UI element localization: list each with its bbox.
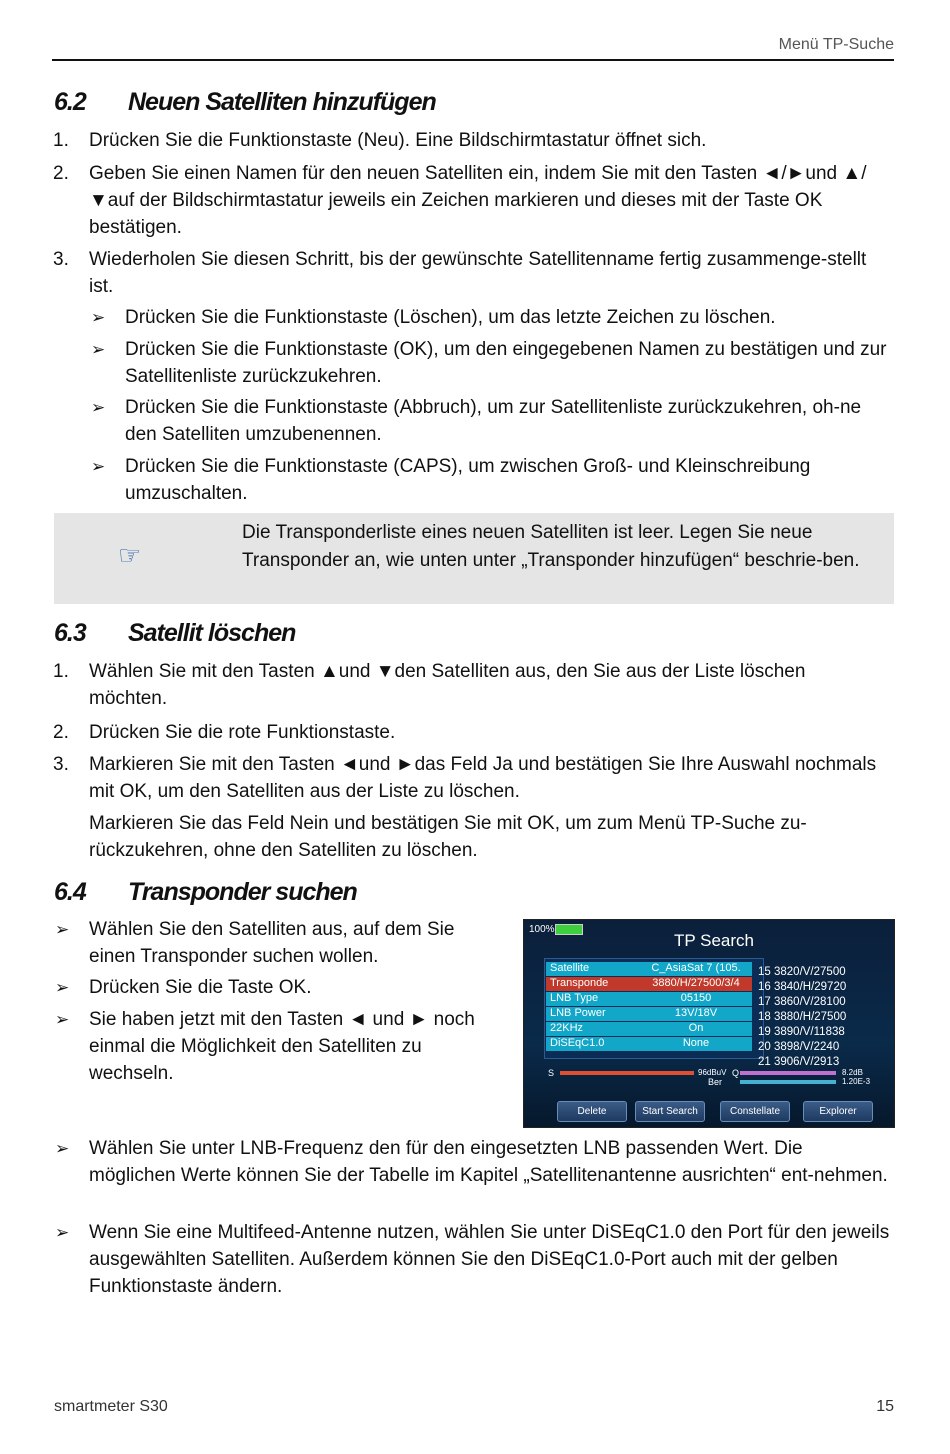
transponder-item: 21 3906/V/2913 [758,1056,840,1068]
bullet-item [55,916,484,970]
list-item [53,160,893,241]
transponder-item: 17 3860/V/28100 [758,996,846,1008]
list-item [53,751,879,805]
list-marker: 2. [53,722,69,743]
list-marker: 1. [53,130,69,151]
constellate-button[interactable]: Constellate [720,1101,790,1122]
arrow-bullet-icon: ➢ [91,308,106,327]
list-text: Drücken Sie die Funktionstaste (Neu). Eine Bildschirmtastatur öffnet sich. [89,130,707,151]
field-row [546,1007,752,1021]
field-row [546,962,752,976]
transponder-item: 20 3898/V/2240 [758,1041,840,1053]
section-number: 6.3 [54,619,86,647]
section-title: Transponder suchen [128,878,357,906]
signal-bar [560,1071,694,1075]
arrow-bullet-icon: ➢ [55,920,70,939]
list-text: Markieren Sie mit den Tasten ◄und ►das Feld Ja und bestätigen Sie Ihre Auswahl nochmals mit OK, um den Satelliten aus der Liste zu löschen. [89,754,877,802]
arrow-bullet-icon: ➢ [55,978,70,997]
header-rule [52,59,894,61]
bullet-text: Drücken Sie die Funktionstaste (Abbruch), um zur Satellitenliste zurückzukehren, oh-ne den Satelliten umzubenennen. [125,397,862,445]
section-heading-6-3 [54,619,295,648]
bullet-text: Drücken Sie die Funktionstaste (Löschen), um das letzte Zeichen zu löschen. [125,307,776,328]
list-item [53,719,879,746]
field-key: 22KHz [550,1022,584,1034]
bullet-text: Wählen Sie unter LNB-Frequenz den für den eingesetzten LNB passenden Wert. Die möglichen Werte können Sie der Tabelle im Kapitel „Satellitenantenne ausrichten“ ent-nehmen. [89,1138,888,1186]
bullet-text: Drücken Sie die Taste OK. [89,977,312,998]
transponder-item: 15 3820/V/27500 [758,966,846,978]
footer-product: smartmeter S30 [54,1398,168,1415]
list-marker: 1. [53,661,69,682]
tp-search-screenshot [523,919,895,1128]
transponder-item: 16 3840/H/29720 [758,981,847,993]
section-heading-6-2 [54,88,436,117]
ber-bar [740,1080,836,1084]
signal-meter [544,1068,882,1094]
list-item [53,658,879,712]
quality-value: 8.2dB [842,1068,863,1077]
section-heading-6-4 [54,878,357,907]
arrow-bullet-icon: ➢ [55,1139,70,1158]
field-value: C_AsiaSat 7 (105. [651,962,741,974]
signal-value: 96dBuV [698,1068,727,1077]
quality-label: Q [732,1068,740,1078]
list-text: Wählen Sie mit den Tasten ▲und ▼den Satelliten aus, den Sie aus der Liste löschen möchten. [89,661,806,709]
list-text: Geben Sie einen Namen für den neuen Satelliten ein, indem Sie mit den Tasten ◄/►und ▲/▼auf der Bildschirmtastatur jeweils ein Zeichen markieren und dieses mit der Taste OK bestätigen. [89,163,867,238]
signal-label: S [548,1068,555,1078]
bullet-item [55,1006,484,1087]
field-value: 3880/H/27500/3/4 [652,977,740,989]
field-value: On [688,1022,704,1034]
field-value: 13V/18V [674,1007,718,1019]
note-text: Die Transponderliste eines neuen Satelliten ist leer. Legen Sie neue Transponder an, wie unten unter „Transponder hinzufügen“ beschrie-ben. [242,522,860,571]
field-key: Satellite [550,962,590,974]
bullet-item [55,1219,893,1300]
bullet-text: Drücken Sie die Funktionstaste (CAPS), um zwischen Groß- und Kleinschreibung umzuschalten. [125,456,811,504]
bullet-text: Sie haben jetzt mit den Tasten ◄ und ► noch einmal die Möglichkeit den Satelliten zu wechseln. [89,1009,475,1084]
quality-bar [740,1071,836,1075]
field-key: DiSEqC1.0 [550,1037,605,1049]
header-title: Menü TP-Suche [778,36,894,53]
explorer-button[interactable]: Explorer [803,1101,873,1122]
list-marker: 3. [53,249,69,270]
list-text: Drücken Sie die rote Funktionstaste. [89,722,396,743]
delete-button[interactable]: Delete [557,1101,627,1122]
pointing-hand-icon: ☞ [118,540,142,570]
list-marker: 3. [53,754,69,775]
arrow-bullet-icon: ➢ [91,457,106,476]
field-key: LNB Type [550,992,599,1004]
bullet-item [91,336,890,390]
section-title: Satellit löschen [128,619,296,647]
field-row [546,992,752,1006]
bullet-item [91,304,890,331]
arrow-bullet-icon: ➢ [55,1010,70,1029]
field-key: LNB Power [550,1007,606,1019]
field-row-selected [546,977,752,991]
battery-icon [555,924,583,935]
field-key: Transponde [550,977,609,989]
bullet-text: Wenn Sie eine Multifeed-Antenne nutzen, wählen Sie unter DiSEqC1.0 den Port für den jeweils ausgewählten Satelliten. Außerdem können Sie den DiSEqC1.0-Port auch mit der gelben Funktionstaste ändern. [89,1222,890,1297]
ber-label: Ber [708,1077,723,1087]
section-number: 6.2 [54,88,86,116]
note-box [54,513,894,604]
bullet-item [55,1135,889,1189]
field-value: 05150 [680,992,712,1004]
footer-page-number: 15 [876,1398,894,1415]
ber-value: 1.20E-3 [842,1077,871,1086]
bullet-item [55,974,484,1001]
list-text: Wiederholen Sie diesen Schritt, bis der gewünschte Satellitenname fertig zusammenge-stellt ist. [89,249,867,297]
arrow-bullet-icon: ➢ [55,1223,70,1242]
list-marker: 2. [53,163,69,184]
field-value: None [682,1037,710,1049]
start-search-button[interactable]: Start Search [635,1101,705,1122]
continuation-text: Markieren Sie das Feld Nein und bestätigen Sie mit OK, um zum Menü TP-Suche zu-rückzukehren, ohne den Satelliten zu löschen. [89,813,807,861]
transponder-item: 18 3880/H/27500 [758,1011,847,1023]
field-row [546,1037,752,1051]
field-row [546,1022,752,1036]
transponder-list [758,965,846,1070]
arrow-bullet-icon: ➢ [91,340,106,359]
screen-title: TP Search [674,931,755,950]
bullet-item [91,394,890,448]
transponder-item: 19 3890/V/11838 [758,1026,845,1038]
list-item [53,127,889,154]
bullet-text: Wählen Sie den Satelliten aus, auf dem Sie einen Transponder suchen wollen. [89,919,455,967]
bullet-text: Drücken Sie die Funktionstaste (OK), um den eingegebenen Namen zu bestätigen und zur Satellitenliste zurückzukehren. [125,339,887,387]
arrow-bullet-icon: ➢ [91,398,106,417]
battery-text: 100% [529,924,555,935]
section-number: 6.4 [54,878,86,906]
section-title: Neuen Satelliten hinzufügen [128,88,436,116]
list-item [53,246,889,300]
bullet-item [91,453,890,507]
